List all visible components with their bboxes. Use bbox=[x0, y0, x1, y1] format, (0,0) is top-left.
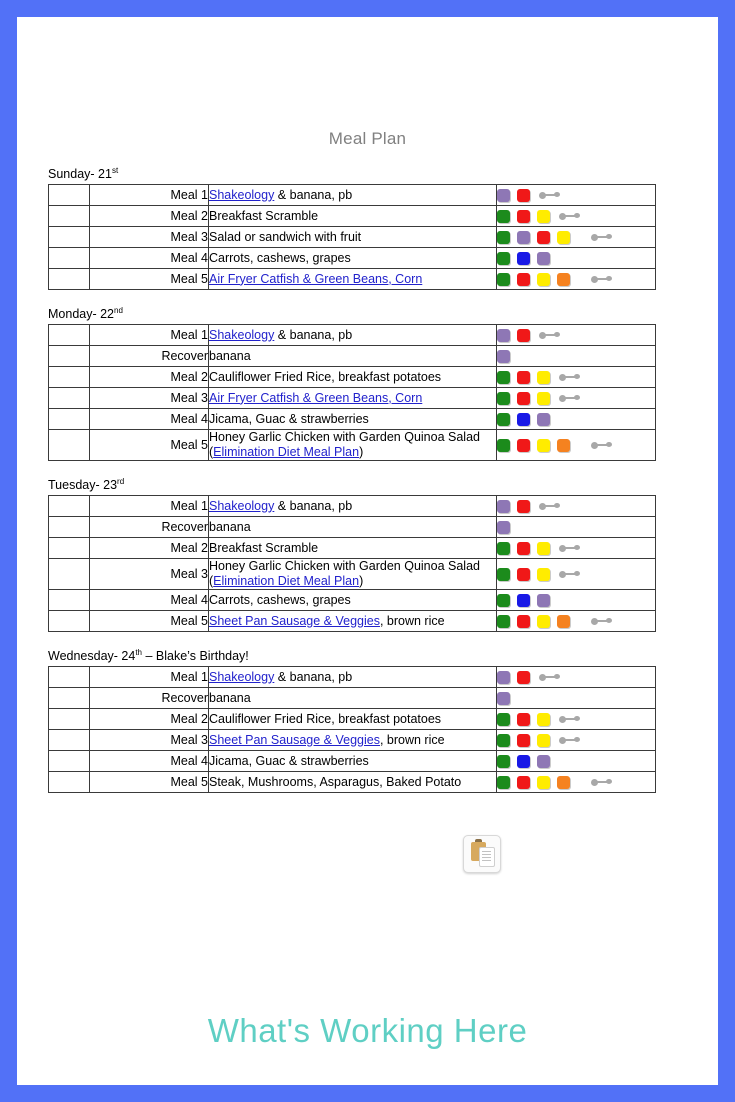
day-block bbox=[48, 478, 683, 632]
table-row bbox=[49, 730, 656, 751]
meal-label-cell: Meal 1 bbox=[90, 667, 209, 688]
table-row bbox=[49, 751, 656, 772]
row-spacer-cell bbox=[49, 611, 90, 632]
day-header-text: Tuesday- 23 bbox=[48, 478, 118, 492]
meal-description-cell bbox=[209, 248, 497, 269]
container-swatch-purple bbox=[497, 189, 510, 202]
clipboard-page bbox=[479, 847, 495, 867]
container-portions-cell bbox=[497, 248, 656, 269]
container-swatch-orange bbox=[557, 273, 570, 286]
meal-description-text: Honey Garlic Chicken with Garden Quinoa Salad ( bbox=[209, 559, 480, 588]
row-spacer-cell bbox=[49, 559, 90, 590]
container-swatch-red bbox=[517, 568, 530, 581]
row-spacer-cell bbox=[49, 325, 90, 346]
container-swatch-yellow bbox=[537, 439, 550, 452]
container-swatch-red bbox=[517, 776, 530, 789]
recipe-link[interactable]: Air Fryer Catfish & Green Beans, Corn bbox=[209, 271, 423, 286]
container-swatch-purple bbox=[497, 350, 510, 363]
container-swatch-red bbox=[517, 542, 530, 555]
meal-description-text: Honey Garlic Chicken with Garden Quinoa Salad ( bbox=[209, 430, 480, 459]
container-swatch-green bbox=[497, 734, 510, 747]
teaspoon-icon bbox=[539, 502, 561, 511]
container-swatch-red bbox=[517, 329, 530, 342]
table-row bbox=[49, 185, 656, 206]
container-swatch-purple bbox=[497, 329, 510, 342]
recipe-link[interactable]: Sheet Pan Sausage & Veggies bbox=[209, 613, 380, 628]
row-spacer-cell bbox=[49, 388, 90, 409]
container-swatch-purple bbox=[517, 231, 530, 244]
container-portions-cell bbox=[497, 496, 656, 517]
day-header-suffix: – Blake’s Birthday! bbox=[142, 649, 249, 663]
teaspoon-icon bbox=[559, 715, 581, 724]
container-swatch-yellow bbox=[537, 776, 550, 789]
row-spacer-cell bbox=[49, 751, 90, 772]
container-portions-cell bbox=[497, 538, 656, 559]
container-swatch-green bbox=[497, 439, 510, 452]
meal-label-cell: Meal 3 bbox=[90, 559, 209, 590]
meal-description-text: Salad or sandwich with fruit bbox=[209, 229, 362, 244]
row-spacer-cell bbox=[49, 667, 90, 688]
day-header-ordinal: th bbox=[135, 647, 142, 657]
meal-description-text: & banana, pb bbox=[274, 327, 353, 342]
teaspoon-icon bbox=[559, 736, 581, 745]
teaspoon-icon bbox=[591, 778, 613, 787]
meal-table bbox=[48, 495, 656, 632]
container-swatch-green bbox=[497, 776, 510, 789]
container-portions-cell bbox=[497, 611, 656, 632]
meal-description-cell bbox=[209, 730, 497, 751]
meal-label-cell: Recover bbox=[90, 346, 209, 367]
row-spacer-cell bbox=[49, 206, 90, 227]
container-portions-cell bbox=[497, 367, 656, 388]
meal-description-text: Cauliflower Fried Rice, breakfast potatoes bbox=[209, 369, 442, 384]
meal-description-cell bbox=[209, 185, 497, 206]
teaspoon-icon bbox=[559, 373, 581, 382]
table-row bbox=[49, 611, 656, 632]
row-spacer-cell bbox=[49, 772, 90, 793]
container-portions-cell bbox=[497, 730, 656, 751]
meal-description-text: banana bbox=[209, 690, 251, 705]
container-portions-cell bbox=[497, 688, 656, 709]
container-portions-cell bbox=[497, 185, 656, 206]
container-portions-cell bbox=[497, 559, 656, 590]
row-spacer-cell bbox=[49, 227, 90, 248]
row-spacer-cell bbox=[49, 688, 90, 709]
meal-description-text: banana bbox=[209, 519, 251, 534]
meal-description-text: Carrots, cashews, grapes bbox=[209, 250, 351, 265]
table-row bbox=[49, 559, 656, 590]
table-row bbox=[49, 346, 656, 367]
meal-label-cell: Meal 1 bbox=[90, 325, 209, 346]
meal-description-text: Steak, Mushrooms, Asparagus, Baked Potato bbox=[209, 774, 462, 789]
container-swatch-yellow bbox=[537, 371, 550, 384]
container-swatch-yellow bbox=[537, 615, 550, 628]
recipe-link[interactable]: Sheet Pan Sausage & Veggies bbox=[209, 732, 380, 747]
meal-label-cell: Meal 2 bbox=[90, 538, 209, 559]
container-portions-cell bbox=[497, 346, 656, 367]
meal-description-cell bbox=[209, 590, 497, 611]
container-swatch-green bbox=[497, 755, 510, 768]
container-swatch-purple bbox=[537, 252, 550, 265]
container-swatch-red bbox=[517, 210, 530, 223]
table-row bbox=[49, 688, 656, 709]
container-swatch-yellow bbox=[537, 392, 550, 405]
day-header-text: Wednesday- 24 bbox=[48, 649, 136, 663]
meal-table bbox=[48, 184, 656, 290]
container-swatch-purple bbox=[537, 594, 550, 607]
container-portions-cell bbox=[497, 430, 656, 461]
table-row bbox=[49, 772, 656, 793]
table-row bbox=[49, 325, 656, 346]
day-header bbox=[48, 478, 683, 493]
container-swatch-red bbox=[517, 671, 530, 684]
meal-description-cell bbox=[209, 559, 497, 590]
meal-description-text: ) bbox=[359, 445, 364, 459]
meal-description-cell bbox=[209, 325, 497, 346]
meal-label-cell: Meal 5 bbox=[90, 611, 209, 632]
container-portions-cell bbox=[497, 751, 656, 772]
day-header bbox=[48, 167, 683, 182]
meal-description-text: Jicama, Guac & strawberries bbox=[209, 753, 369, 768]
meal-label-cell: Meal 4 bbox=[90, 409, 209, 430]
meal-label-cell: Meal 2 bbox=[90, 367, 209, 388]
row-spacer-cell bbox=[49, 367, 90, 388]
meal-description-cell bbox=[209, 709, 497, 730]
teaspoon-icon bbox=[559, 394, 581, 403]
day-header-ordinal: rd bbox=[117, 476, 125, 486]
container-swatch-red bbox=[517, 713, 530, 726]
row-spacer-cell bbox=[49, 517, 90, 538]
table-row bbox=[49, 538, 656, 559]
meal-label-cell: Meal 3 bbox=[90, 227, 209, 248]
document-page bbox=[17, 17, 718, 1085]
table-row bbox=[49, 430, 656, 461]
meal-description-cell bbox=[209, 772, 497, 793]
container-swatch-purple bbox=[497, 671, 510, 684]
container-swatch-green bbox=[497, 594, 510, 607]
recipe-link[interactable]: Air Fryer Catfish & Green Beans, Corn bbox=[209, 390, 423, 405]
meal-description-text: Breakfast Scramble bbox=[209, 540, 319, 555]
meal-description-cell bbox=[209, 611, 497, 632]
container-swatch-red bbox=[517, 371, 530, 384]
table-row bbox=[49, 409, 656, 430]
container-swatch-blue bbox=[517, 413, 530, 426]
table-row bbox=[49, 388, 656, 409]
teaspoon-icon bbox=[591, 617, 613, 626]
container-swatch-red bbox=[517, 273, 530, 286]
teaspoon-icon bbox=[591, 233, 613, 242]
table-row bbox=[49, 269, 656, 290]
meal-description-text: Jicama, Guac & strawberries bbox=[209, 411, 369, 426]
recipe-link[interactable]: Shakeology bbox=[209, 327, 275, 342]
recipe-link[interactable]: Shakeology bbox=[209, 187, 275, 202]
meal-label-cell: Meal 5 bbox=[90, 772, 209, 793]
row-spacer-cell bbox=[49, 248, 90, 269]
meal-description-text: Breakfast Scramble bbox=[209, 208, 319, 223]
teaspoon-icon bbox=[559, 212, 581, 221]
teaspoon-icon bbox=[539, 673, 561, 682]
container-swatch-red bbox=[517, 734, 530, 747]
table-row bbox=[49, 590, 656, 611]
meal-description-cell bbox=[209, 667, 497, 688]
row-spacer-cell bbox=[49, 496, 90, 517]
meal-label-cell: Meal 2 bbox=[90, 206, 209, 227]
container-portions-cell bbox=[497, 590, 656, 611]
row-spacer-cell bbox=[49, 346, 90, 367]
container-swatch-yellow bbox=[537, 210, 550, 223]
container-swatch-green bbox=[497, 252, 510, 265]
container-swatch-red bbox=[517, 189, 530, 202]
container-swatch-red bbox=[537, 231, 550, 244]
teaspoon-icon bbox=[539, 191, 561, 200]
container-swatch-purple bbox=[537, 755, 550, 768]
table-row bbox=[49, 667, 656, 688]
container-swatch-green bbox=[497, 568, 510, 581]
day-header-ordinal: nd bbox=[114, 305, 123, 315]
container-portions-cell bbox=[497, 517, 656, 538]
meal-description-cell bbox=[209, 206, 497, 227]
meal-description-cell bbox=[209, 346, 497, 367]
container-swatch-yellow bbox=[537, 568, 550, 581]
meal-label-cell: Meal 1 bbox=[90, 496, 209, 517]
meal-label-cell: Meal 3 bbox=[90, 730, 209, 751]
meal-table bbox=[48, 324, 656, 461]
container-portions-cell bbox=[497, 227, 656, 248]
meal-description-cell bbox=[209, 517, 497, 538]
table-row bbox=[49, 517, 656, 538]
container-swatch-green bbox=[497, 210, 510, 223]
meal-description-text: Cauliflower Fried Rice, breakfast potatoes bbox=[209, 711, 442, 726]
teaspoon-icon bbox=[591, 441, 613, 450]
meal-description-cell bbox=[209, 496, 497, 517]
table-row bbox=[49, 227, 656, 248]
teaspoon-icon bbox=[539, 331, 561, 340]
container-swatch-purple bbox=[497, 521, 510, 534]
meal-description-cell bbox=[209, 388, 497, 409]
day-header bbox=[48, 649, 683, 664]
container-swatch-blue bbox=[517, 755, 530, 768]
container-portions-cell bbox=[497, 667, 656, 688]
meal-description-text: , brown rice bbox=[379, 613, 445, 628]
meal-label-cell: Meal 2 bbox=[90, 709, 209, 730]
container-portions-cell bbox=[497, 325, 656, 346]
day-block bbox=[48, 649, 683, 793]
table-row bbox=[49, 248, 656, 269]
day-header bbox=[48, 307, 683, 322]
teaspoon-icon bbox=[559, 544, 581, 553]
container-swatch-green bbox=[497, 713, 510, 726]
meal-label-cell: Meal 4 bbox=[90, 751, 209, 772]
container-swatch-red bbox=[517, 615, 530, 628]
container-swatch-green bbox=[497, 273, 510, 286]
meal-description-text: & banana, pb bbox=[274, 498, 353, 513]
row-spacer-cell bbox=[49, 269, 90, 290]
meal-plan-content bbox=[48, 167, 683, 810]
container-swatch-green bbox=[497, 392, 510, 405]
meal-label-cell: Meal 3 bbox=[90, 388, 209, 409]
row-spacer-cell bbox=[49, 730, 90, 751]
container-swatch-yellow bbox=[537, 734, 550, 747]
day-block bbox=[48, 167, 683, 290]
recipe-link[interactable]: Shakeology bbox=[209, 669, 275, 684]
recipe-link[interactable]: Elimination Diet Meal Plan bbox=[213, 445, 360, 459]
recipe-link[interactable]: Shakeology bbox=[209, 498, 275, 513]
meal-description-cell bbox=[209, 751, 497, 772]
container-swatch-green bbox=[497, 371, 510, 384]
container-swatch-blue bbox=[517, 594, 530, 607]
clipboard-paste-icon[interactable] bbox=[463, 835, 501, 873]
meal-label-cell: Recover bbox=[90, 688, 209, 709]
row-spacer-cell bbox=[49, 538, 90, 559]
meal-description-text: & banana, pb bbox=[274, 187, 353, 202]
row-spacer-cell bbox=[49, 409, 90, 430]
row-spacer-cell bbox=[49, 590, 90, 611]
table-row bbox=[49, 206, 656, 227]
meal-description-cell bbox=[209, 367, 497, 388]
meal-description-text: Carrots, cashews, grapes bbox=[209, 592, 351, 607]
meal-description-cell bbox=[209, 538, 497, 559]
meal-description-text: banana bbox=[209, 348, 251, 363]
meal-description-cell bbox=[209, 269, 497, 290]
row-spacer-cell bbox=[49, 185, 90, 206]
meal-description-text: & banana, pb bbox=[274, 669, 353, 684]
day-block bbox=[48, 307, 683, 461]
meal-label-cell: Recover bbox=[90, 517, 209, 538]
row-spacer-cell bbox=[49, 430, 90, 461]
table-row bbox=[49, 367, 656, 388]
container-swatch-purple bbox=[497, 500, 510, 513]
day-header-ordinal: st bbox=[111, 165, 119, 175]
teaspoon-icon bbox=[559, 570, 581, 579]
meal-label-cell: Meal 4 bbox=[90, 590, 209, 611]
container-portions-cell bbox=[497, 409, 656, 430]
meal-description-cell bbox=[209, 409, 497, 430]
container-swatch-orange bbox=[557, 439, 570, 452]
recipe-link[interactable]: Elimination Diet Meal Plan bbox=[213, 574, 360, 588]
meal-description-cell bbox=[209, 227, 497, 248]
meal-table bbox=[48, 666, 656, 793]
container-swatch-red bbox=[517, 500, 530, 513]
page-title: Meal Plan bbox=[328, 129, 407, 148]
table-row bbox=[49, 496, 656, 517]
meal-label-cell: Meal 4 bbox=[90, 248, 209, 269]
meal-description-cell bbox=[209, 430, 497, 461]
container-swatch-yellow bbox=[537, 713, 550, 726]
meal-label-cell: Meal 1 bbox=[90, 185, 209, 206]
day-header-text: Monday- 22 bbox=[48, 307, 115, 321]
row-spacer-cell bbox=[49, 709, 90, 730]
meal-label-cell: Meal 5 bbox=[90, 430, 209, 461]
table-row bbox=[49, 709, 656, 730]
container-swatch-green bbox=[497, 413, 510, 426]
container-portions-cell bbox=[497, 206, 656, 227]
meal-description-text: ) bbox=[359, 574, 364, 588]
container-portions-cell bbox=[497, 772, 656, 793]
container-swatch-purple bbox=[497, 692, 510, 705]
meal-description-cell bbox=[209, 688, 497, 709]
container-swatch-blue bbox=[517, 252, 530, 265]
teaspoon-icon bbox=[591, 275, 613, 284]
meal-description-text: , brown rice bbox=[379, 732, 445, 747]
meal-label-cell: Meal 5 bbox=[90, 269, 209, 290]
container-portions-cell bbox=[497, 388, 656, 409]
container-swatch-yellow bbox=[557, 231, 570, 244]
footer-brand: What's Working Here bbox=[207, 1012, 528, 1049]
container-swatch-green bbox=[497, 231, 510, 244]
container-swatch-orange bbox=[557, 615, 570, 628]
container-swatch-yellow bbox=[537, 273, 550, 286]
container-swatch-purple bbox=[537, 413, 550, 426]
container-swatch-red bbox=[517, 392, 530, 405]
day-header-text: Sunday- 21 bbox=[48, 167, 112, 181]
container-swatch-green bbox=[497, 615, 510, 628]
container-swatch-red bbox=[517, 439, 530, 452]
container-swatch-green bbox=[497, 542, 510, 555]
container-portions-cell bbox=[497, 269, 656, 290]
container-portions-cell bbox=[497, 709, 656, 730]
container-swatch-yellow bbox=[537, 542, 550, 555]
container-swatch-orange bbox=[557, 776, 570, 789]
